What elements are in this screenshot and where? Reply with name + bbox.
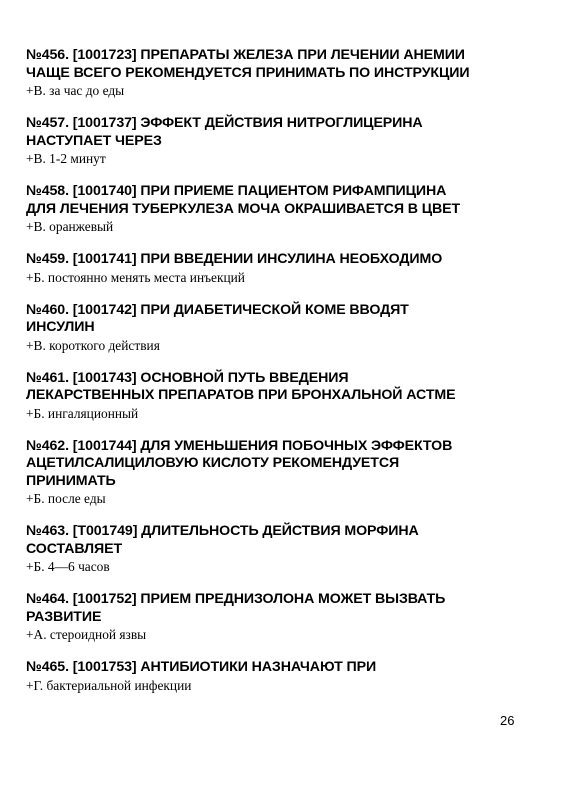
- question-answer: +Б. постоянно менять места инъекций: [26, 269, 245, 285]
- question-title: [26, 302, 526, 337]
- question-title-line: ИНСУЛИН: [26, 319, 95, 335]
- question-title-line: №457. [1001737] ЭФФЕКТ ДЕЙСТВИЯ НИТРОГЛИЦЕРИНА: [26, 115, 423, 131]
- question-title: [26, 251, 526, 269]
- question-title: [26, 591, 526, 626]
- question-answer: +Б. ингаляционный: [26, 405, 139, 421]
- question-title: [26, 523, 526, 558]
- question-answer: +В. за час до еды: [26, 83, 125, 98]
- question-answer: +А. стероидной язвы: [26, 627, 147, 642]
- question-answer: +В. оранжевый: [26, 219, 114, 234]
- question-title: [26, 47, 526, 82]
- question-title-line: ЛЕКАРСТВЕННЫХ ПРЕПАРАТОВ ПРИ БРОНХАЛЬНОЙ АСТМЕ: [26, 387, 456, 403]
- question-title-line: ПРИНИМАТЬ: [26, 472, 116, 489]
- question-title: [26, 183, 526, 218]
- question-answer: +Б. после еды: [26, 491, 106, 506]
- question-title-line: №465. [1001753] АНТИБИОТИКИ НАЗНАЧАЮТ ПРИ: [26, 659, 377, 675]
- question-item: [26, 523, 526, 575]
- question-list: [26, 47, 526, 710]
- question-title: [26, 438, 526, 491]
- question-title-line: ДЛЯ ЛЕЧЕНИЯ ТУБЕРКУЛЕЗА МОЧА ОКРАШИВАЕТСЯ В ЦВЕТ: [26, 200, 461, 217]
- question-answer: +В. 1-2 минут: [26, 151, 106, 166]
- question-title-line: НАСТУПАЕТ ЧЕРЕЗ: [26, 132, 162, 149]
- page-number: 26: [500, 713, 515, 728]
- question-answer: +В. короткого действия: [26, 337, 160, 353]
- question-title-line: №463. [T001749] ДЛИТЕЛЬНОСТЬ ДЕЙСТВИЯ МОРФИНА: [26, 523, 419, 539]
- question-title: [26, 659, 526, 677]
- question-item: [26, 115, 526, 167]
- question-title-line: №458. [1001740] ПРИ ПРИЕМЕ ПАЦИЕНТОМ РИФАМПИЦИНА: [26, 183, 447, 199]
- question-title-line: РАЗВИТИЕ: [26, 608, 102, 625]
- question-title-line: СОСТАВЛЯЕТ: [26, 540, 123, 557]
- question-title-line: №462. [1001744] ДЛЯ УМЕНЬШЕНИЯ ПОБОЧНЫХ ЭФФЕКТОВ: [26, 437, 453, 454]
- question-item: [26, 438, 526, 508]
- question-title-line: №459. [1001741] ПРИ ВВЕДЕНИИ ИНСУЛИНА НЕОБХОДИМО: [26, 251, 443, 267]
- question-item: [26, 370, 526, 422]
- question-title: [26, 370, 526, 405]
- question-item: [26, 591, 526, 643]
- question-title-line: №461. [1001743] ОСНОВНОЙ ПУТЬ ВВЕДЕНИЯ: [26, 369, 349, 386]
- question-item: [26, 183, 526, 235]
- question-item: [26, 659, 526, 694]
- question-answer: +Б. 4—6 часов: [26, 559, 110, 574]
- question-item: [26, 47, 526, 99]
- question-title-line: №464. [1001752] ПРИЕМ ПРЕДНИЗОЛОНА МОЖЕТ ВЫЗВАТЬ: [26, 591, 446, 607]
- question-title: [26, 115, 526, 150]
- question-item: [26, 251, 526, 286]
- question-answer: +Г. бактериальной инфекции: [26, 677, 192, 693]
- question-title-line: №460. [1001742] ПРИ ДИАБЕТИЧЕСКОЙ КОМЕ ВВОДЯТ: [26, 301, 409, 318]
- question-title-line: ЧАЩЕ ВСЕГО РЕКОМЕНДУЕТСЯ ПРИНИМАТЬ ПО ИНСТРУКЦИИ: [26, 64, 470, 81]
- question-title-line: АЦЕТИЛСАЛИЦИЛОВУЮ КИСЛОТУ РЕКОМЕНДУЕТСЯ: [26, 455, 400, 471]
- question-item: [26, 302, 526, 354]
- question-title-line: №456. [1001723] ПРЕПАРАТЫ ЖЕЛЕЗА ПРИ ЛЕЧЕНИИ АНЕМИИ: [26, 47, 465, 63]
